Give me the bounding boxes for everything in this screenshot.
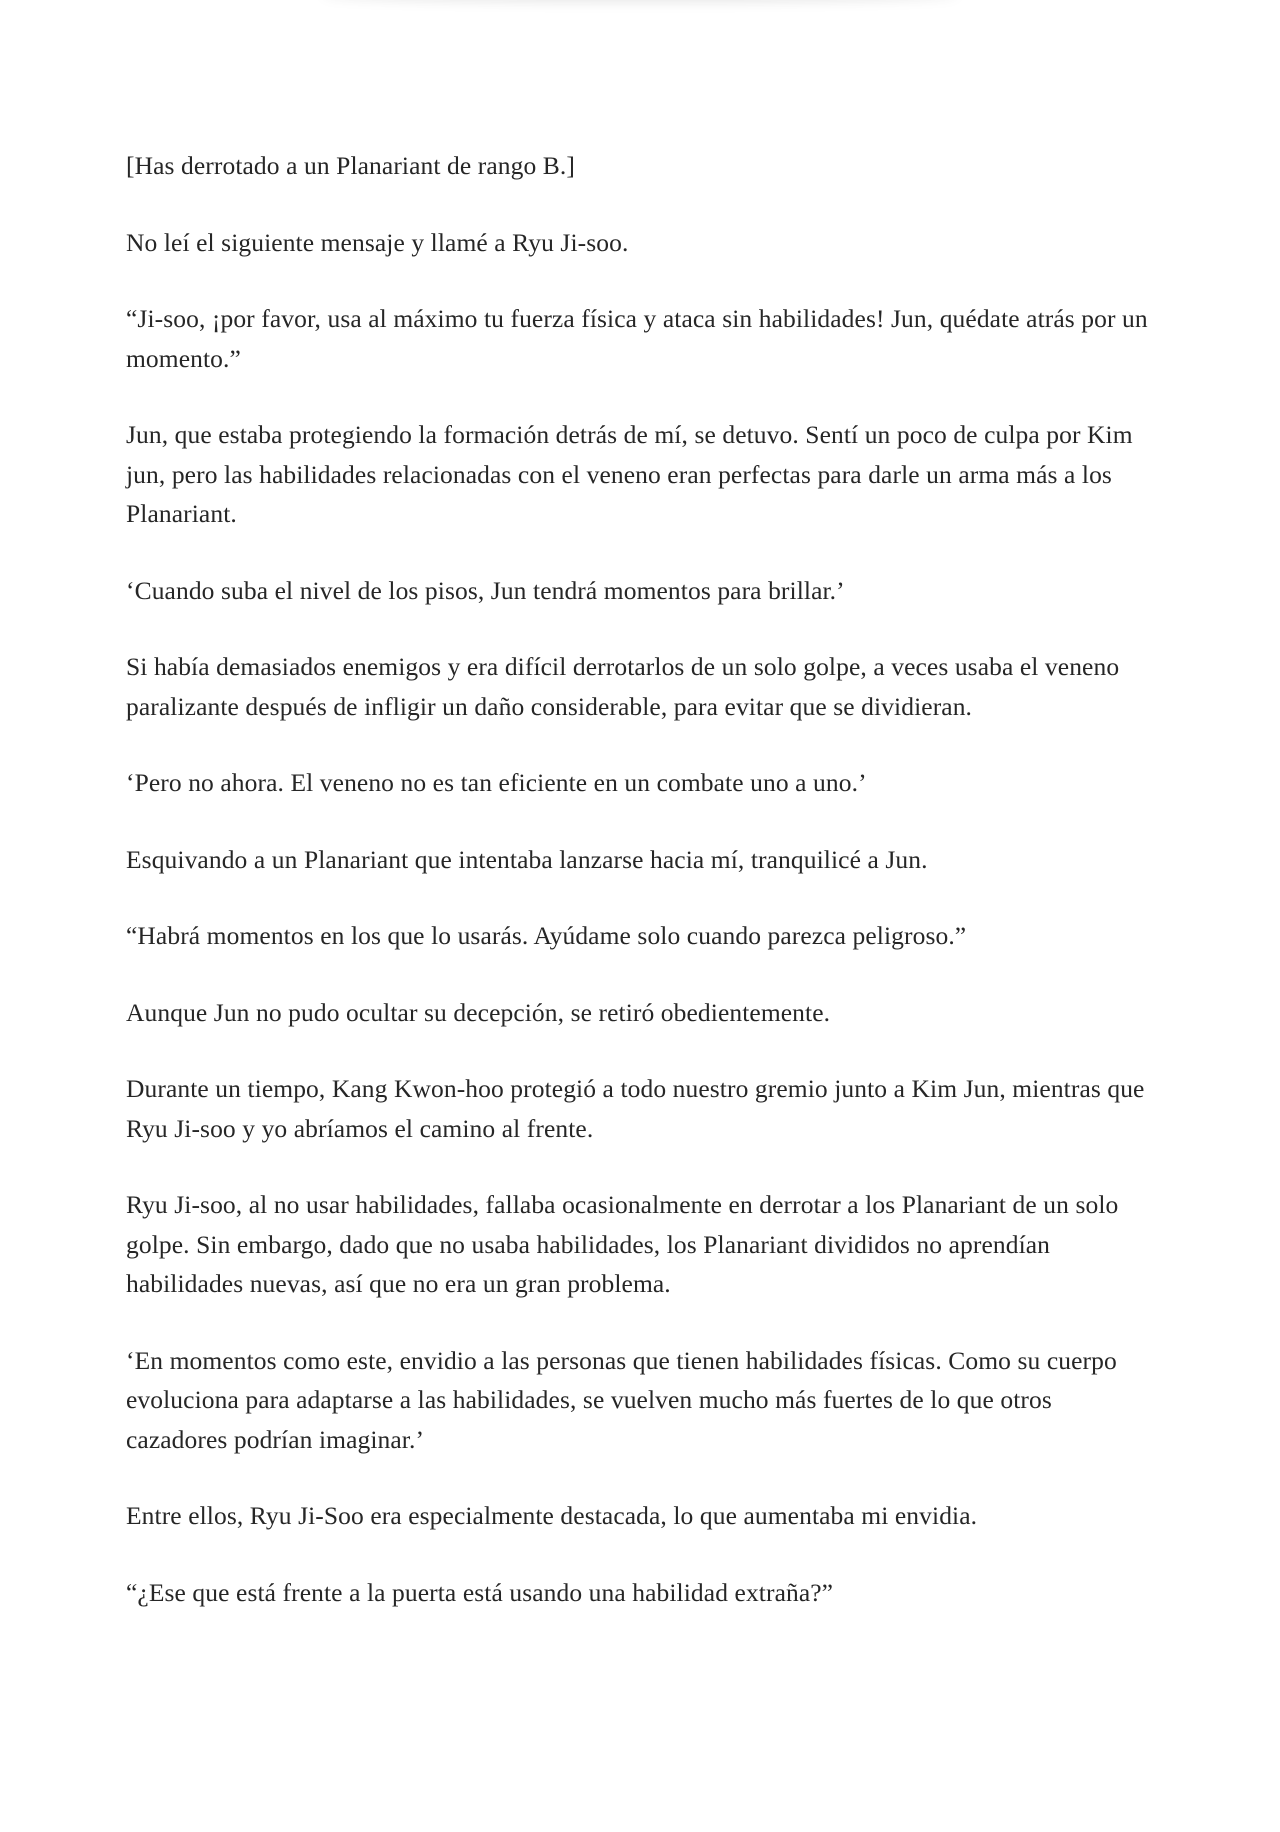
paragraph: “¿Ese que está frente a la puerta está usando una habilidad extraña?” — [126, 1577, 834, 1607]
paragraph: Esquivando a un Planariant que intentaba lanzarse hacia mí, tranquilicé a Jun. — [126, 844, 928, 874]
paragraph: Ryu Ji-soo, al no usar habilidades, fallaba ocasionalmente en derrotar a los Planariant de un solo golpe. Sin embargo, dado que no usaba habilidades, los Planariant divididos no aprendían habilidades nuevas, así que no era un gran problema. — [126, 1190, 1119, 1298]
paragraph: Entre ellos, Ryu Ji-Soo era especialmente destacada, lo que aumentaba mi envidia. — [126, 1501, 978, 1530]
paragraph: “Ji-soo, ¡por favor, usa al máximo tu fuerza física y ataca sin habilidades! Jun, quédate atrás por un momento.” — [126, 304, 1148, 373]
paragraph: Durante un tiempo, Kang Kwon-hoo protegió a todo nuestro gremio junto a Kim Jun, mientras que Ryu Ji-soo y yo abríamos el camino al frente. — [126, 1074, 1145, 1143]
paragraph: Si había demasiados enemigos y era difícil derrotarlos de un solo golpe, a veces usaba el veneno paralizante después de infligir un daño considerable, para evitar que se dividieran. — [126, 652, 1120, 721]
paragraph: ‘Pero no ahora. El veneno no es tan eficiente en un combate uno a uno.’ — [126, 768, 867, 797]
paragraph: Jun, que estaba protegiendo la formación detrás de mí, se detuvo. Sentí un poco de culpa por Kim jun, pero las habilidades relacionadas con el veneno eran perfectas para darle un arma más a los Planariant. — [126, 420, 1133, 528]
paragraph: [Has derrotado a un Planariant de rango B.] — [126, 151, 575, 180]
document-body — [126, 146, 1156, 1649]
paragraph: ‘Cuando suba el nivel de los pisos, Jun tendrá momentos para brillar.’ — [126, 575, 845, 605]
paragraph: No leí el siguiente mensaje y llamé a Ryu Ji-soo. — [126, 227, 629, 257]
paragraph: “Habrá momentos en los que lo usarás. Ayúdame solo cuando parezca peligroso.” — [126, 921, 967, 950]
paragraph: ‘En momentos como este, envidio a las personas que tienen habilidades físicas. Como su cuerpo evoluciona para adaptarse a las habilidades, se vuelven mucho más fuertes de lo que otros cazadores podrían imaginar.’ — [126, 1345, 1117, 1454]
paragraph: Aunque Jun no pudo ocultar su decepción, se retiró obedientemente. — [126, 997, 831, 1027]
